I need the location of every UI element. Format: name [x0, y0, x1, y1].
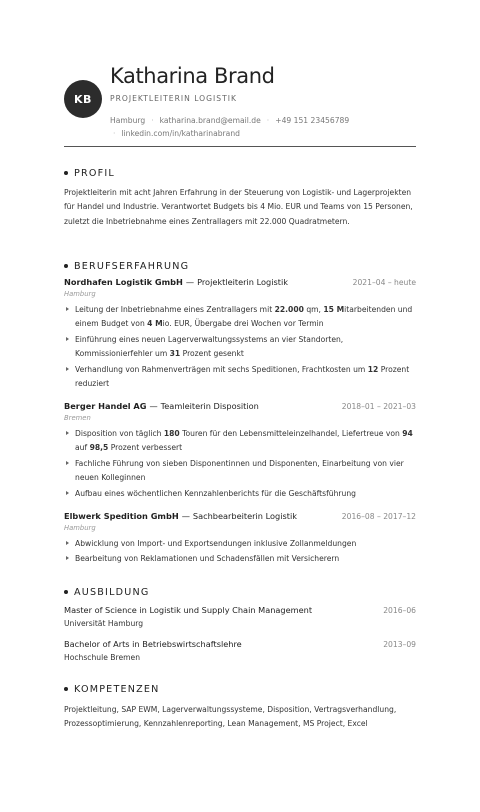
- experience-section: [64, 260, 416, 564]
- job-header: [64, 277, 416, 288]
- section-title-label: BERUFSERFAHRUNG: [74, 260, 190, 272]
- bullet-dot-icon: [64, 171, 68, 175]
- title-dash-separator: —: [149, 401, 158, 411]
- section-title: [64, 683, 416, 695]
- job-entry: [64, 401, 416, 501]
- highlight-number: 12: [367, 364, 379, 374]
- education-entry: [64, 639, 416, 663]
- education-header: [64, 605, 416, 616]
- achievement-text: Leitung der Inbetriebnahme eines Zentrallagers mit: [75, 305, 275, 314]
- section-title-label: KOMPETENZEN: [74, 683, 160, 695]
- achievement-text: auf: [75, 443, 90, 453]
- job-title: PROJEKTLEITERIN LOGISTIK: [110, 94, 237, 103]
- degree-title: Master of Science in Logistik und Supply Chain Management: [64, 605, 313, 615]
- person-name: Katharina Brand: [110, 64, 275, 88]
- school-name: Universität Hamburg: [64, 619, 144, 628]
- company-location: Hamburg: [64, 524, 96, 532]
- contact-info: [110, 115, 416, 140]
- section-title: [64, 260, 416, 272]
- achievement-list: [64, 427, 416, 501]
- achievement-item: [64, 487, 416, 501]
- separator: ·: [113, 128, 116, 138]
- achievement-item: [64, 333, 416, 362]
- company-location: Hamburg: [64, 290, 96, 298]
- job-header: [64, 511, 416, 522]
- title-dash-separator: —: [181, 511, 190, 521]
- achievement-text: Fachliche Führung von sieben Disponentinnen und Disponenten, Einarbeitung von vier neuen Kolleginnen: [75, 458, 404, 483]
- job-dates: 2016–08 – 2017–12: [341, 512, 416, 521]
- achievement-text: Prozent gesenkt: [180, 349, 244, 359]
- achievement-item: [64, 427, 416, 456]
- contact-linkedin[interactable]: linkedin.com/in/katharinabrand: [121, 128, 240, 138]
- highlight-number: 4 M: [147, 319, 163, 329]
- achievement-text: Bearbeitung von Reklamationen und Schadensfällen mit Versicherern: [75, 554, 340, 564]
- achievement-text: Verhandlung von Rahmenverträgen mit sechs Speditionen, Frachtkosten um: [75, 364, 368, 374]
- company-name: Nordhafen Logistik GmbH: [64, 277, 183, 287]
- contact-phone[interactable]: +49 151 23456789: [275, 116, 350, 125]
- achievement-item: [64, 303, 416, 332]
- achievement-text: qm,: [303, 305, 324, 314]
- company-name: Berger Handel AG: [64, 401, 147, 411]
- highlight-number: 94: [402, 429, 413, 438]
- education-entry: [64, 605, 416, 629]
- separator: ·: [266, 116, 270, 125]
- highlight-number: 22.000: [274, 305, 304, 314]
- skills-text: Projektleitung, SAP EWM, Lagerverwaltungssysteme, Disposition, Vertragsverhandlung, Prozessoptimierung, Kennzahlenreporting, Lean Management, MS Project, Excel: [64, 705, 397, 729]
- achievement-list: [64, 303, 416, 391]
- job-title-line: [64, 511, 297, 522]
- highlight-number: 15 M: [323, 305, 345, 314]
- job-entry: [64, 511, 416, 567]
- highlight-number: 98,5: [89, 443, 109, 453]
- company-name: Elbwerk Spedition GmbH: [64, 511, 179, 521]
- section-title: [64, 167, 416, 179]
- highlight-number: 180: [163, 429, 180, 438]
- achievement-item: [64, 363, 416, 392]
- position-title: Sachbearbeiterin Logistik: [192, 511, 297, 521]
- achievement-text: Einführung eines neuen Lagerverwaltungssystems an vier Standorten, Kommissionierfehler um: [75, 334, 344, 359]
- separator: ·: [151, 116, 154, 125]
- bullet-dot-icon: [64, 590, 68, 594]
- section-title-label: AUSBILDUNG: [74, 586, 150, 598]
- job-entry: [64, 277, 416, 391]
- job-title-line: [64, 401, 259, 412]
- job-header: [64, 401, 416, 412]
- section-title: [64, 586, 416, 598]
- achievement-text: Touren für den Lebensmitteleinzelhandel, Liefertreue von: [179, 429, 403, 438]
- education-header: [64, 639, 416, 650]
- header-divider: [64, 146, 416, 147]
- achievement-item: [64, 552, 416, 566]
- avatar: KB: [64, 80, 102, 118]
- contact-email[interactable]: katharina.brand@email.de: [159, 116, 261, 125]
- achievement-text: io. EUR, Übergabe drei Wochen vor Termin: [162, 319, 324, 329]
- achievement-text: Abwicklung von Import- und Exportsendungen inklusive Zollanmeldungen: [75, 539, 357, 548]
- achievement-text: Aufbau eines wöchentlichen Kennzahlenberichts für die Geschäftsführung: [75, 488, 356, 498]
- profile-text: Projektleiterin mit acht Jahren Erfahrung in der Steuerung von Logistik- und Lagerprojekten für Handel und Industrie. Verantwortet Budgets bis 4 Mio. EUR und Teams von 15 Personen, zuletzt die Inbetriebnahme eines Zentrallagers mit 22.000 Quadratmetern.: [64, 188, 413, 226]
- position-title: Projektleiterin Logistik: [197, 277, 288, 287]
- skills-section: [64, 683, 416, 732]
- school-name: Hochschule Bremen: [64, 653, 141, 662]
- job-dates: 2018–01 – 2021–03: [341, 402, 416, 411]
- education-section: [64, 586, 416, 662]
- achievement-text: Disposition von täglich: [75, 429, 164, 438]
- achievement-item: [64, 457, 416, 486]
- header-text: [110, 64, 416, 140]
- education-date: 2013–09: [383, 640, 416, 649]
- job-title-line: [64, 277, 288, 288]
- contact-city: Hamburg: [110, 116, 146, 125]
- bullet-dot-icon: [64, 687, 68, 691]
- profile-section: [64, 167, 416, 229]
- title-dash-separator: —: [185, 277, 195, 287]
- achievement-list: [64, 537, 416, 567]
- section-title-label: PROFIL: [74, 167, 115, 179]
- achievement-text: Prozent verbessert: [108, 443, 183, 453]
- job-dates: 2021–04 – heute: [352, 278, 416, 287]
- education-date: 2016–06: [383, 606, 416, 615]
- position-title: Teamleiterin Disposition: [160, 401, 259, 411]
- degree-title: Bachelor of Arts in Betriebswirtschaftslehre: [64, 639, 242, 649]
- bullet-dot-icon: [64, 264, 68, 268]
- achievement-item: [64, 537, 416, 551]
- company-location: Bremen: [64, 414, 91, 422]
- achievement-text: Prozent reduziert: [75, 364, 410, 389]
- achievement-text: itarbeitenden und einem Budget von: [75, 305, 413, 329]
- highlight-number: 31: [169, 349, 181, 359]
